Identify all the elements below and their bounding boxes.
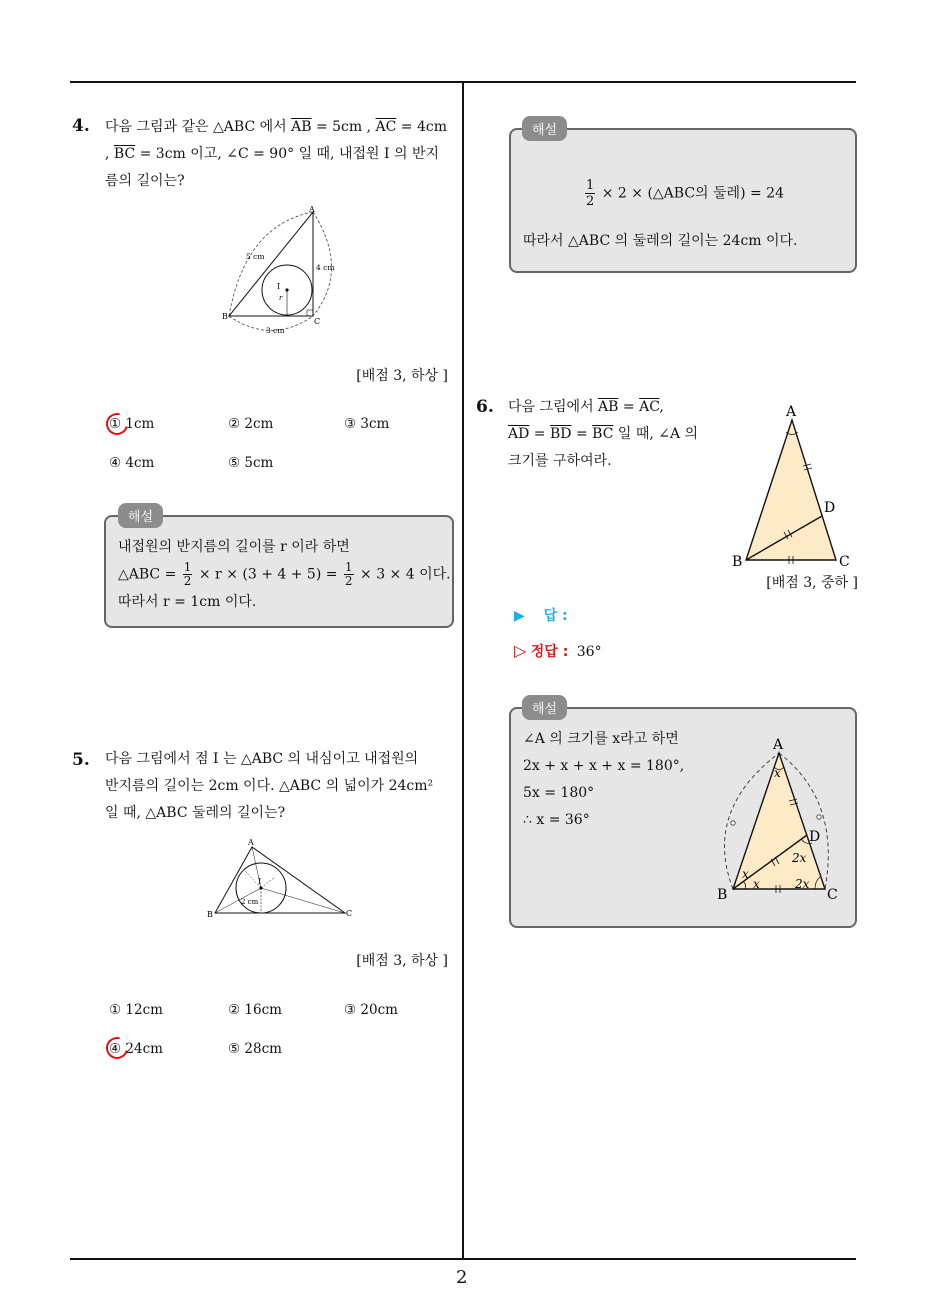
q6-explain-fig-x-b2: x — [753, 877, 760, 891]
q6-answer-arrow-icon: ▶ — [514, 608, 525, 624]
q6-explain-fig-2x-c: 2x — [795, 877, 810, 891]
q4-explain-frac1-num: 1 — [183, 560, 192, 574]
right-explain-frac — [585, 178, 595, 209]
q6-text1b: = — [618, 399, 640, 415]
q4-meta: [배점 3, 하상 ] — [356, 368, 448, 384]
right-explain-eq — [583, 178, 784, 209]
q4-fig-bc: 3 cm — [266, 326, 285, 335]
q5-text2: 반지름의 길이는 2cm 이다. △ABC 의 넓이가 24cm² — [105, 778, 434, 794]
q6-fig-a: A — [786, 404, 797, 420]
right-explanation-box — [509, 128, 857, 273]
q4-fig-ac: 4 cm — [316, 263, 335, 272]
q6-answer-label: 답 : — [543, 608, 568, 624]
q5-answer-mark — [102, 1033, 132, 1063]
q4-explain-frac1-den: 2 — [183, 574, 192, 588]
q4-text1: 다음 그림과 같은 △ABC 에서 — [105, 119, 292, 135]
q4-fig-b: B — [222, 312, 228, 321]
q6-seg-ac: $\overline{AC}$ — [639, 399, 660, 415]
q4-answer-mark — [102, 409, 132, 439]
q6-meta: [배점 3, 중하 ] — [766, 575, 858, 591]
right-explain-conclusion: 따라서 △ABC 의 둘레의 길이는 24cm 이다. — [523, 233, 798, 249]
q4-figure — [215, 200, 345, 340]
q6-fig-b: B — [732, 554, 743, 570]
q6-seg-bc: $\overline{BC}$ — [592, 426, 614, 442]
q5-choice-1[interactable]: ① 12cm — [109, 1002, 163, 1018]
q4-explain-l1: 내접원의 반지름의 길이를 r 이라 하면 — [118, 539, 350, 555]
q5-choice-4[interactable]: ④ 24cm — [109, 1041, 163, 1057]
q6-explain-l2: 2x + x + x + x = 180°, — [523, 758, 685, 774]
q4-explanation-box — [104, 515, 454, 628]
q4-text3: 름의 길이는? — [105, 173, 185, 189]
q4-seg-ab: $\overline{AB}$ — [291, 119, 312, 135]
q6-correct-label: 정답 : — [530, 644, 569, 660]
q6-text1a: 다음 그림에서 — [508, 399, 599, 415]
q4-choice-3[interactable]: ③ 3cm — [344, 416, 390, 432]
q6-text1c: , — [659, 399, 664, 415]
q4-choice-1[interactable]: ① 1cm — [109, 416, 155, 432]
bottom-rule — [70, 1258, 856, 1260]
q4-choice-5[interactable]: ⑤ 5cm — [228, 455, 274, 471]
q6-explain-fig-2x-d: 2x — [792, 851, 807, 865]
q6-seg-bd: $\overline{BD}$ — [549, 426, 572, 442]
q6-explain-fig-d: D — [809, 829, 821, 845]
column-divider — [462, 82, 464, 1260]
q4-explain-l2b: × r × (3 + 4 + 5) = — [194, 566, 342, 583]
q6-explain-l1: ∠A 의 크기를 x라고 하면 — [523, 731, 679, 747]
q6-fig-d: D — [824, 500, 836, 516]
q6-explain-fig-x-b1: x — [742, 867, 749, 881]
q4-text2a: , — [105, 146, 114, 162]
q5-fig-r: 2 cm — [241, 898, 259, 906]
q6-number: 6. — [476, 397, 494, 417]
q4-explain-l3: 따라서 r = 1cm 이다. — [118, 593, 257, 610]
q4-explanation — [118, 534, 451, 616]
q5-text — [105, 746, 457, 827]
q6-text3: 크기를 구하여라. — [508, 453, 612, 469]
q4-eq-ac: = 4cm — [396, 119, 448, 135]
q6-text — [508, 394, 718, 475]
q5-choice-2[interactable]: ② 16cm — [228, 1002, 282, 1018]
right-explain-frac-num: 1 — [586, 178, 595, 193]
q6-fig-c: C — [839, 554, 850, 570]
q4-explain-frac2-den: 2 — [344, 574, 353, 588]
q4-fig-ab: 5 cm — [246, 252, 265, 261]
q6-figure — [728, 400, 858, 575]
q4-explain-frac2-num: 1 — [344, 560, 353, 574]
q4-explain-l2a: △ABC = — [118, 566, 181, 583]
q5-meta: [배점 3, 하상 ] — [356, 953, 448, 969]
q4-explain-frac2 — [344, 561, 354, 588]
q6-explanation — [523, 726, 723, 834]
q6-explanation-tag: 해설 — [522, 695, 567, 720]
q4-choice-2[interactable]: ② 2cm — [228, 416, 274, 432]
q5-fig-b: B — [207, 910, 213, 919]
q5-fig-c: C — [346, 909, 353, 918]
q6-explanation-box — [509, 707, 857, 928]
q4-fig-i: I — [277, 282, 281, 291]
q4-fig-r: r — [279, 294, 283, 302]
q5-fig-i: I — [258, 877, 262, 886]
q6-explain-fig-x-apex: x — [774, 766, 781, 780]
q6-eq1: = — [529, 426, 550, 442]
q4-number: 4. — [72, 116, 90, 136]
q6-correct-arrow-icon: ▷ — [514, 641, 527, 660]
q4-seg-ac: $\overline{AC}$ — [375, 119, 397, 135]
q4-choice-4[interactable]: ④ 4cm — [109, 455, 155, 471]
q5-choice-5[interactable]: ⑤ 28cm — [228, 1041, 282, 1057]
q5-text3: 일 때, △ABC 둘레의 길이는? — [105, 805, 286, 821]
q4-explain-frac1 — [183, 561, 193, 588]
q6-explain-fig-b: B — [717, 887, 728, 903]
page-number: 2 — [456, 1267, 468, 1288]
q4-text — [105, 114, 455, 195]
q6-text2: 일 때, ∠A 의 — [613, 426, 699, 442]
q4-text2b: = 3cm 이고, ∠C = 90° 일 때, 내접원 I 의 반지 — [135, 146, 439, 162]
q4-fig-a: A — [309, 205, 315, 214]
q4-eq-ab: = 5cm , — [311, 119, 376, 135]
q5-text1: 다음 그림에서 점 I 는 △ABC 의 내심이고 내접원의 — [105, 751, 419, 767]
q6-correct-row — [514, 641, 602, 661]
q4-explain-l2c: × 3 × 4 이다. — [355, 566, 451, 583]
q6-explain-l4: ∴ x = 36° — [523, 812, 590, 828]
right-explanation-tag: 해설 — [522, 116, 567, 141]
right-explain-frac-den: 2 — [586, 194, 595, 209]
q4-fig-c: C — [314, 317, 321, 326]
q4-explanation-tag: 해설 — [118, 503, 163, 528]
q6-explain-figure — [711, 731, 851, 911]
q5-fig-a: A — [248, 838, 254, 847]
q6-explain-fig-a: A — [773, 737, 784, 753]
right-explain-eq-text: × 2 × (△ABC의 둘레) = 24 — [597, 185, 784, 202]
q4-explain-l2 — [118, 560, 451, 589]
q5-figure — [200, 835, 360, 925]
q4-seg-bc: $\overline{BC}$ — [113, 146, 136, 162]
q6-explain-fig-c: C — [827, 887, 838, 903]
q6-seg-ab: $\overline{AB}$ — [598, 399, 619, 415]
q6-seg-ad: $\overline{AD}$ — [508, 426, 530, 442]
q6-answer-row — [514, 605, 568, 625]
q6-eq2: = — [571, 426, 593, 442]
q6-correct-value: 36° — [576, 644, 602, 660]
q5-choice-3[interactable]: ③ 20cm — [344, 1002, 398, 1018]
q5-number: 5. — [72, 750, 90, 770]
q6-explain-l3: 5x = 180° — [523, 785, 595, 801]
